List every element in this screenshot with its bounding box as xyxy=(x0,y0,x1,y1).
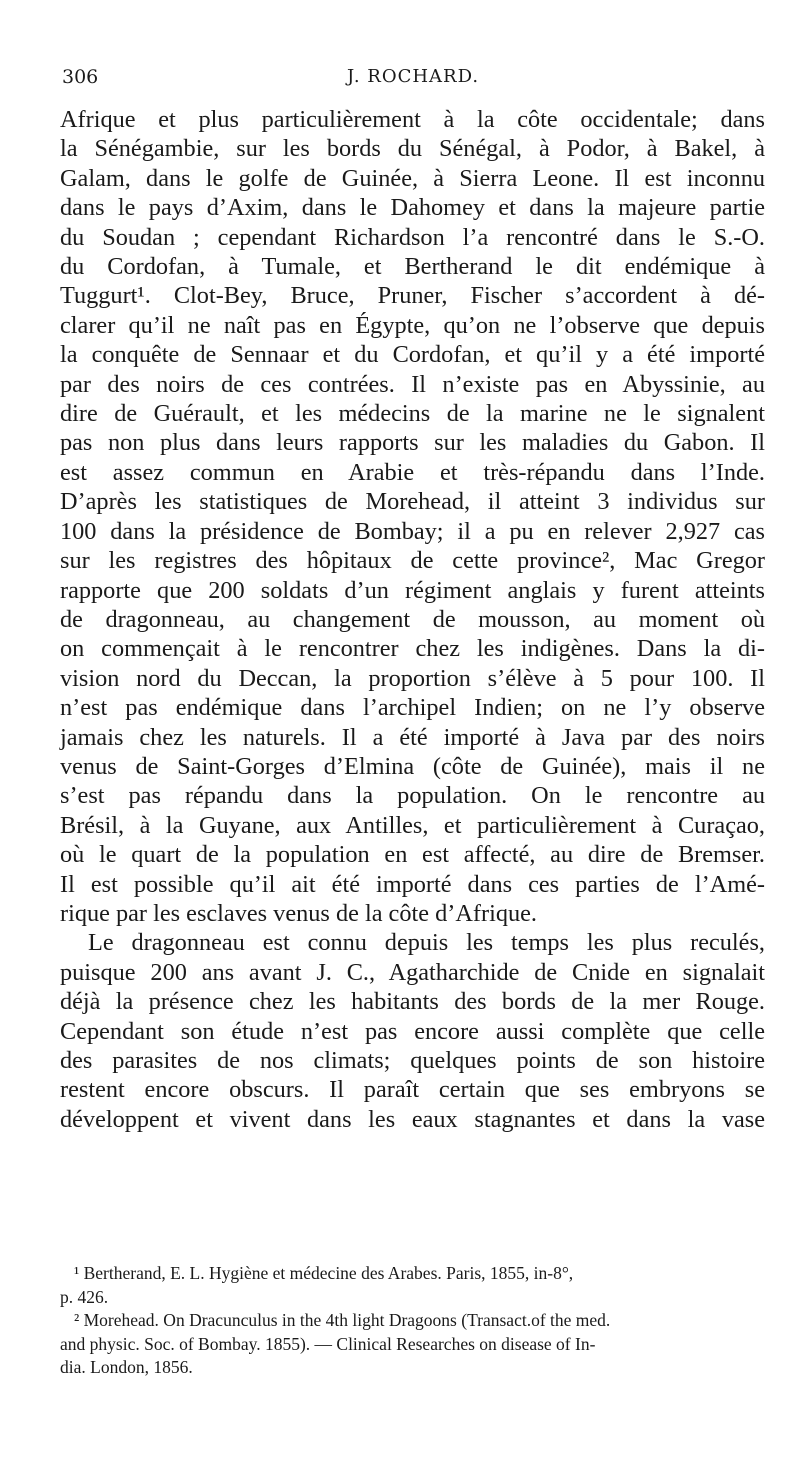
footnote-line: ² Morehead. On Dracunculus in the 4th light Dragoons (Transact.of the med. xyxy=(74,1310,611,1330)
text-line: Brésil, à la Guyane, aux Antilles, et particulièrement à Curaçao, xyxy=(60,811,765,839)
footnote-line: dia. London, 1856. xyxy=(60,1357,193,1377)
text-line: D’après les statistiques de Morehead, il atteint 3 individus sur xyxy=(60,488,765,516)
text-line: où le quart de la population en est affecté, au dire de Bremser. xyxy=(60,841,765,869)
text-line: rique par les esclaves venus de la côte d’Afrique. xyxy=(60,899,537,927)
text-line: la Sénégambie, sur les bords du Sénégal, à Podor, à Bakel, à xyxy=(60,135,765,163)
text-line: développent et vivent dans les eaux stagnantes et dans la vase xyxy=(60,1105,765,1133)
text-line: Tuggurt¹. Clot-Bey, Bruce, Pruner, Fischer s’accordent à dé- xyxy=(60,282,765,310)
page-header xyxy=(62,66,762,92)
footnotes xyxy=(60,1262,765,1380)
body-text xyxy=(60,105,765,1134)
page-number: 306 xyxy=(62,66,99,88)
footnote-line: p. 426. xyxy=(60,1286,109,1307)
text-line: jamais chez les naturels. Il a été importé à Java par des noirs xyxy=(60,723,765,751)
text-line: déjà la présence chez les habitants des bords de la mer Rouge. xyxy=(60,988,765,1016)
text-line: pas non plus dans leurs rapports sur les maladies du Gabon. Il xyxy=(60,429,765,457)
text-line: de dragonneau, au changement de mousson, au moment où xyxy=(60,605,765,633)
text-line: Galam, dans le golfe de Guinée, à Sierra Leone. Il est inconnu xyxy=(60,164,765,192)
text-line: Cependant son étude n’est pas encore aussi complète que celle xyxy=(60,1017,765,1045)
text-line: des parasites de nos climats; quelques points de son histoire xyxy=(60,1047,765,1074)
text-line: est assez commun en Arabie et très-répandu dans l’Inde. xyxy=(60,458,765,486)
text-line: Le dragonneau est connu depuis les temps les plus reculés, xyxy=(88,929,765,957)
text-line: dans le pays d’Axim, dans le Dahomey et dans la majeure partie xyxy=(60,194,765,222)
text-line: par des noirs de ces contrées. Il n’existe pas en Abyssinie, au xyxy=(60,370,765,398)
footnote-line: ¹ Bertherand, E. L. Hygiène et médecine des Arabes. Paris, 1855, in-8°, xyxy=(74,1263,574,1283)
text-line: on commençait à le rencontrer chez les indigènes. Dans la di- xyxy=(60,635,765,663)
text-line: Afrique et plus particulièrement à la côte occidentale; dans xyxy=(60,106,765,133)
text-line: venus de Saint-Gorges d’Elmina (côte de Guinée), mais il ne xyxy=(60,752,765,780)
text-line: du Soudan ; cependant Richardson l’a rencontré dans le S.-O. xyxy=(60,223,765,251)
footnote-line: and physic. Soc. of Bombay. 1855). — Clinical Researches on disease of In- xyxy=(60,1333,596,1354)
text-line: restent encore obscurs. Il paraît certain que ses embryons se xyxy=(60,1076,765,1104)
text-line: s’est pas répandu dans la population. On le rencontre au xyxy=(60,782,765,810)
text-line: sur les registres des hôpitaux de cette province², Mac Gregor xyxy=(60,547,765,575)
text-line: clarer qu’il ne naît pas en Égypte, qu’on ne l’observe que depuis xyxy=(60,311,765,339)
text-line: puisque 200 ans avant J. C., Agatharchide de Cnide en signalait xyxy=(60,958,765,986)
running-title: J. ROCHARD. xyxy=(347,66,480,87)
text-line: n’est pas endémique dans l’archipel Indien; on ne l’y observe xyxy=(60,694,765,722)
text-line: du Cordofan, à Tumale, et Bertherand le dit endémique à xyxy=(60,253,765,281)
text-line: 100 dans la présidence de Bombay; il a pu en relever 2,927 cas xyxy=(60,517,765,545)
text-line: dire de Guérault, et les médecins de la marine ne le signalent xyxy=(60,400,765,428)
text-line: vision nord du Deccan, la proportion s’élève à 5 pour 100. Il xyxy=(60,664,765,692)
text-line: Il est possible qu’il ait été importé dans ces parties de l’Amé- xyxy=(60,870,765,898)
text-line: rapporte que 200 soldats d’un régiment anglais y furent atteints xyxy=(60,576,765,604)
text-line: la conquête de Sennaar et du Cordofan, et qu’il y a été importé xyxy=(60,341,765,369)
